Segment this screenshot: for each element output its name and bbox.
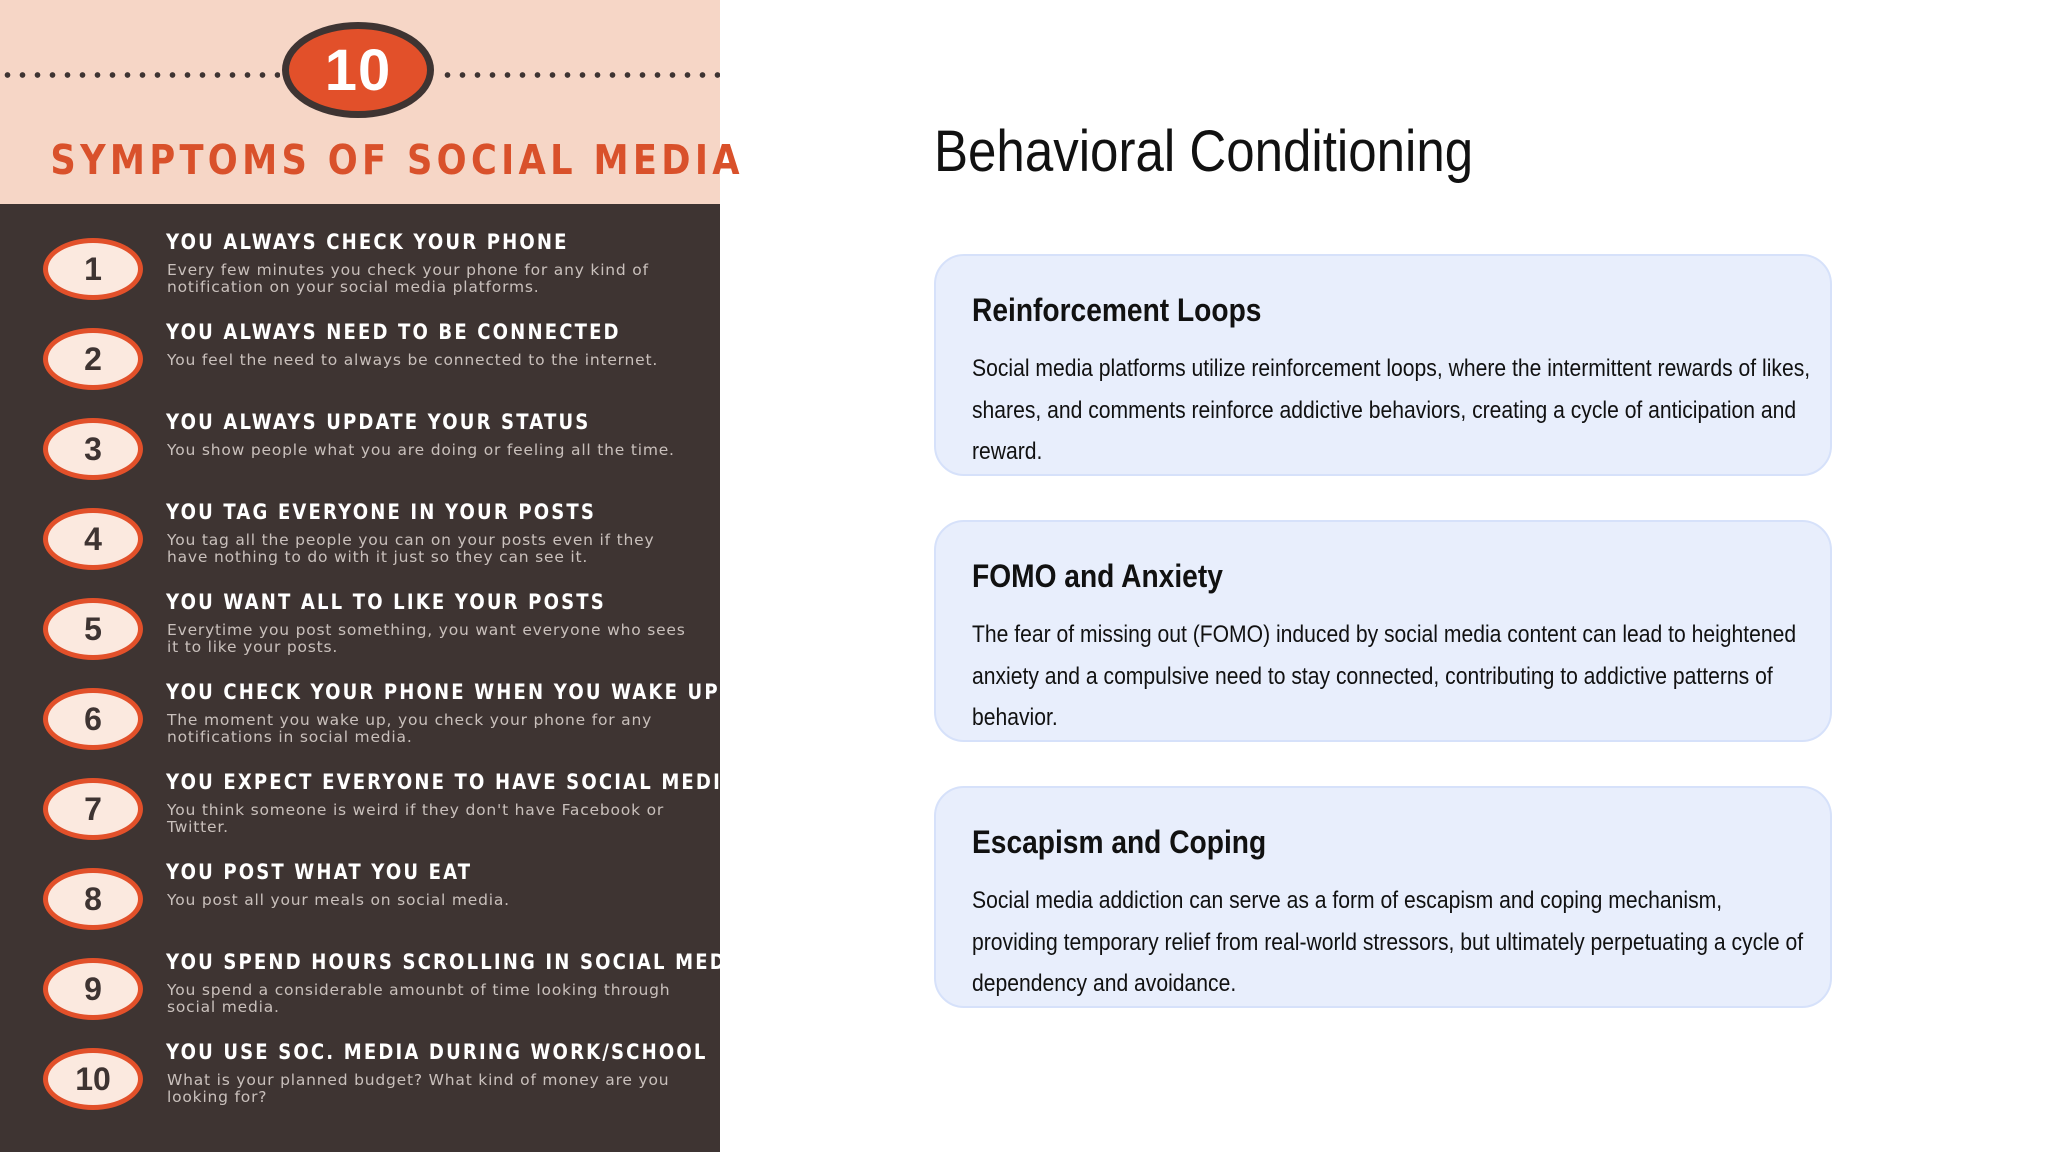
social-media-symptoms-infographic (0, 0, 752, 1152)
symptom-item-8 (0, 860, 720, 958)
symptom-title: YOU POST WHAT YOU EAT (166, 860, 473, 884)
symptom-title: YOU TAG EVERYONE IN YOUR POSTS (166, 500, 597, 524)
infographic-title: SYMPTOMS OF SOCIAL MEDIA (50, 136, 744, 184)
symptom-number-badge: 3 (43, 418, 143, 480)
symptom-description: You post all your meals on social media. (167, 891, 510, 909)
symptom-title: YOU SPEND HOURS SCROLLING IN SOCIAL MEDIA (166, 950, 752, 974)
symptom-number-badge: 5 (43, 598, 143, 660)
symptom-item-5 (0, 590, 720, 688)
card-title: FOMO and Anxiety (972, 558, 1223, 594)
card-title: Escapism and Coping (972, 824, 1267, 860)
card-fomo-and-anxiety (934, 520, 1832, 742)
header-number-badge: 10 (282, 22, 434, 118)
symptom-description: You spend a considerable amounbt of time looking through social media. (167, 981, 671, 1016)
card-title: Reinforcement Loops (972, 292, 1262, 328)
card-body: Social media platforms utilize reinforcement loops, where the intermittent rewards of likes, shares, and comments reinforce addictive behaviors, creating a cycle of anticipation and reward. (972, 355, 1811, 465)
symptom-item-1 (0, 230, 720, 328)
symptom-title: YOU EXPECT EVERYONE TO HAVE SOCIAL MEDIA (166, 770, 739, 794)
symptom-item-3 (0, 410, 720, 508)
symptom-description: You feel the need to always be connected to the internet. (167, 351, 659, 369)
symptom-number-badge: 7 (43, 778, 143, 840)
symptom-number-badge: 6 (43, 688, 143, 750)
card-body: Social media addiction can serve as a form of escapism and coping mechanism, providing temporary relief from real-world stressors, but ultimately perpetuating a cycle of dependency and avoidance. (972, 887, 1804, 997)
card-reinforcement-loops (934, 254, 1832, 476)
symptom-title: YOU CHECK YOUR PHONE WHEN YOU WAKE UP (166, 680, 720, 704)
symptom-title: YOU ALWAYS NEED TO BE CONNECTED (166, 320, 621, 344)
infographic-header (0, 0, 744, 204)
symptom-description: Everytime you post something, you want everyone who sees it to like your posts. (167, 621, 686, 656)
dotted-line-right (440, 72, 720, 78)
symptom-description: Every few minutes you check your phone for any kind of notification on your social media platforms. (167, 261, 649, 296)
symptom-description: You show people what you are doing or feeling all the time. (167, 441, 675, 459)
dotted-line-left (0, 72, 280, 78)
symptom-item-4 (0, 500, 720, 598)
symptom-item-9 (0, 950, 752, 1048)
symptom-description: The moment you wake up, you check your phone for any notifications in social media. (167, 711, 653, 746)
symptom-number-badge: 4 (43, 508, 143, 570)
slide-title: Behavioral Conditioning (934, 119, 1474, 184)
symptom-number-badge: 1 (43, 238, 143, 300)
symptom-title: YOU ALWAYS UPDATE YOUR STATUS (166, 410, 591, 434)
symptom-item-6 (0, 680, 720, 778)
symptom-description: You think someone is weird if they don't have Facebook or Twitter. (167, 801, 665, 836)
symptom-item-10 (0, 1040, 720, 1138)
symptom-title: YOU USE SOC. MEDIA DURING WORK/SCHOOL (166, 1040, 708, 1064)
symptom-number-badge: 2 (43, 328, 143, 390)
symptom-number-badge: 10 (43, 1048, 143, 1110)
symptom-item-7 (0, 770, 739, 868)
card-escapism-and-coping (934, 786, 1832, 1008)
symptom-number-badge: 9 (43, 958, 143, 1020)
symptom-item-2 (0, 320, 720, 418)
symptom-description: What is your planned budget? What kind of money are you looking for? (167, 1071, 670, 1106)
card-body: The fear of missing out (FOMO) induced by social media content can lead to heightened anxiety and a compulsive need to stay connected, contributing to addictive patterns of behavior. (972, 621, 1797, 731)
symptom-number-badge: 8 (43, 868, 143, 930)
symptom-description: You tag all the people you can on your posts even if they have nothing to do with it just so they can see it. (167, 531, 655, 566)
symptom-title: YOU WANT ALL TO LIKE YOUR POSTS (166, 590, 606, 614)
symptom-title: YOU ALWAYS CHECK YOUR PHONE (166, 230, 569, 254)
